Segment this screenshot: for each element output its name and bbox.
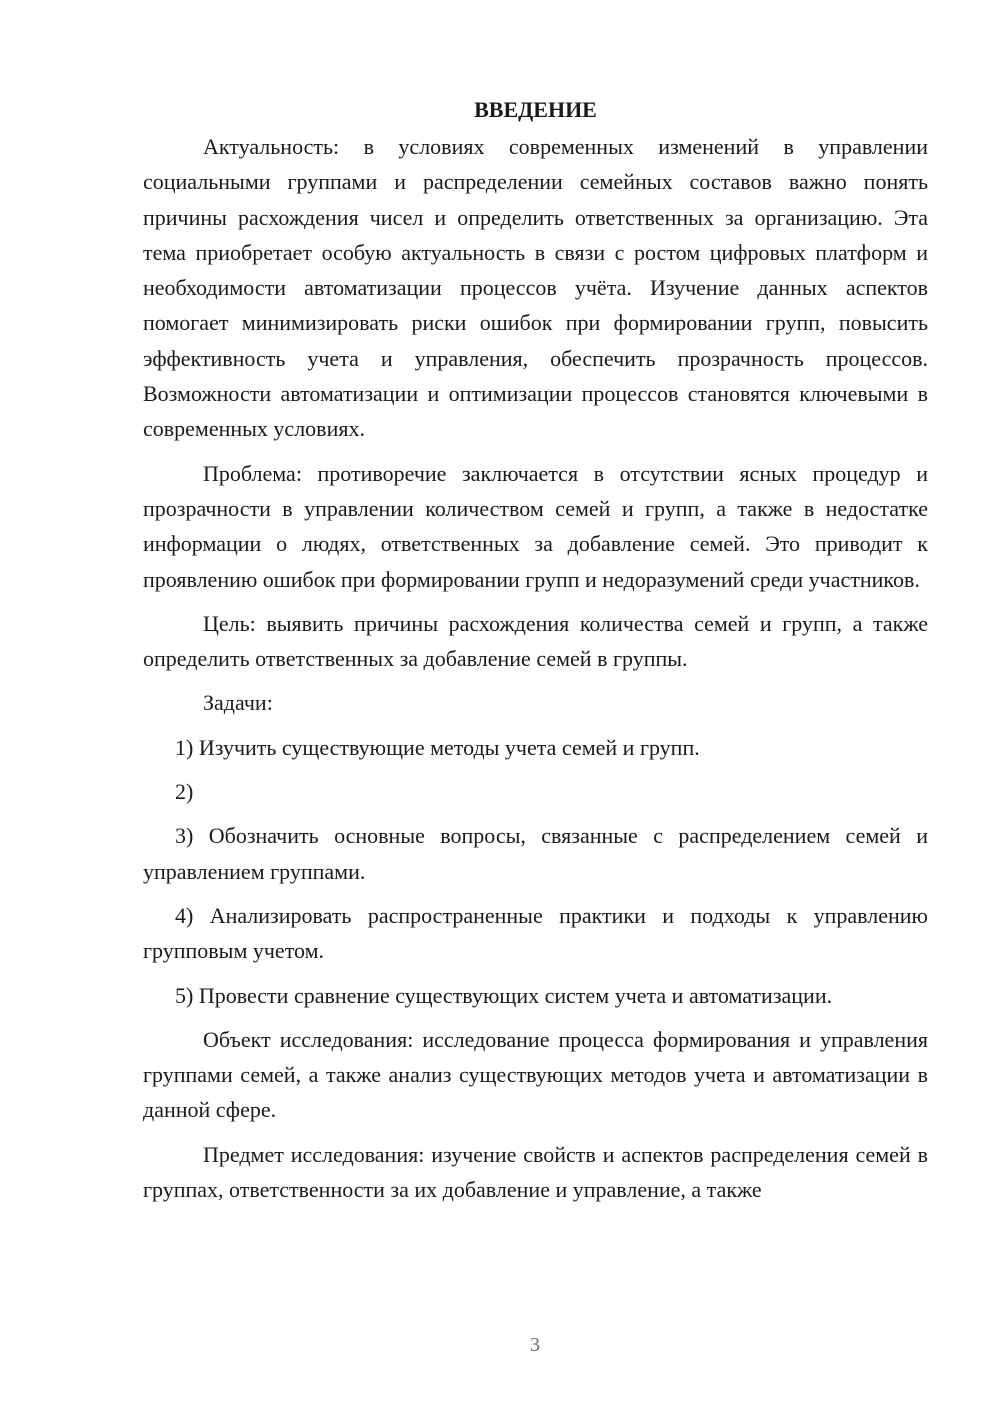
task-item-2: 2) bbox=[175, 779, 194, 805]
relevance-paragraph: Актуальность: в условиях современных изменений в управлении социальными группами и распределении семейных составов важно понять причины расхождения чисел и определить ответственных за организацию. Эта тема приобретает особую актуальность в связи с ростом цифровых платформ и необходимости автоматизации процессов учёта. Изучение данных аспектов помогает минимизировать риски ошибок при формировании групп, повысить эффективность учета и управления, обеспечить прозрачность процессов. Возможности автоматизации и оптимизации процессов становятся ключевыми в современных условиях. bbox=[143, 134, 928, 442]
object-paragraph: Объект исследования: исследование процесса формирования и управления группами семей, а также анализ существующих методов учета и автоматизации в данной сфере. bbox=[143, 1026, 928, 1123]
document-page bbox=[143, 92, 928, 1216]
task-item-5: 5) Провести сравнение существующих систем учета и автоматизации. bbox=[175, 982, 833, 1008]
problem-paragraph: Проблема: противоречие заключается в отсутствии ясных процедур и прозрачности в управлении количеством семей и групп, а также в недостатке информации о людях, ответственных за добавление семей. Это приводит к проявлению ошибок при формировании групп и недоразумений среди участников. bbox=[143, 460, 928, 592]
tasks-heading: Задачи: bbox=[203, 690, 273, 716]
task-item-3: 3) Обозначить основные вопросы, связанные с распределением семей и управлением группами. bbox=[143, 823, 928, 884]
goal-paragraph: Цель: выявить причины расхождения количества семей и групп, а также определить ответственных за добавление семей в группы. bbox=[143, 610, 928, 672]
task-item-4: 4) Анализировать распространенные практики и подходы к управлению групповым учетом. bbox=[143, 902, 928, 964]
page-title: ВВЕДЕНИЕ bbox=[474, 97, 597, 122]
subject-paragraph: Предмет исследования: изучение свойств и аспектов распределения семей в группах, ответственности за их добавление и управление, а также bbox=[143, 1141, 928, 1203]
page-number: 3 bbox=[530, 1334, 540, 1356]
task-item-1: 1) Изучить существующие методы учета семей и групп. bbox=[175, 734, 700, 760]
